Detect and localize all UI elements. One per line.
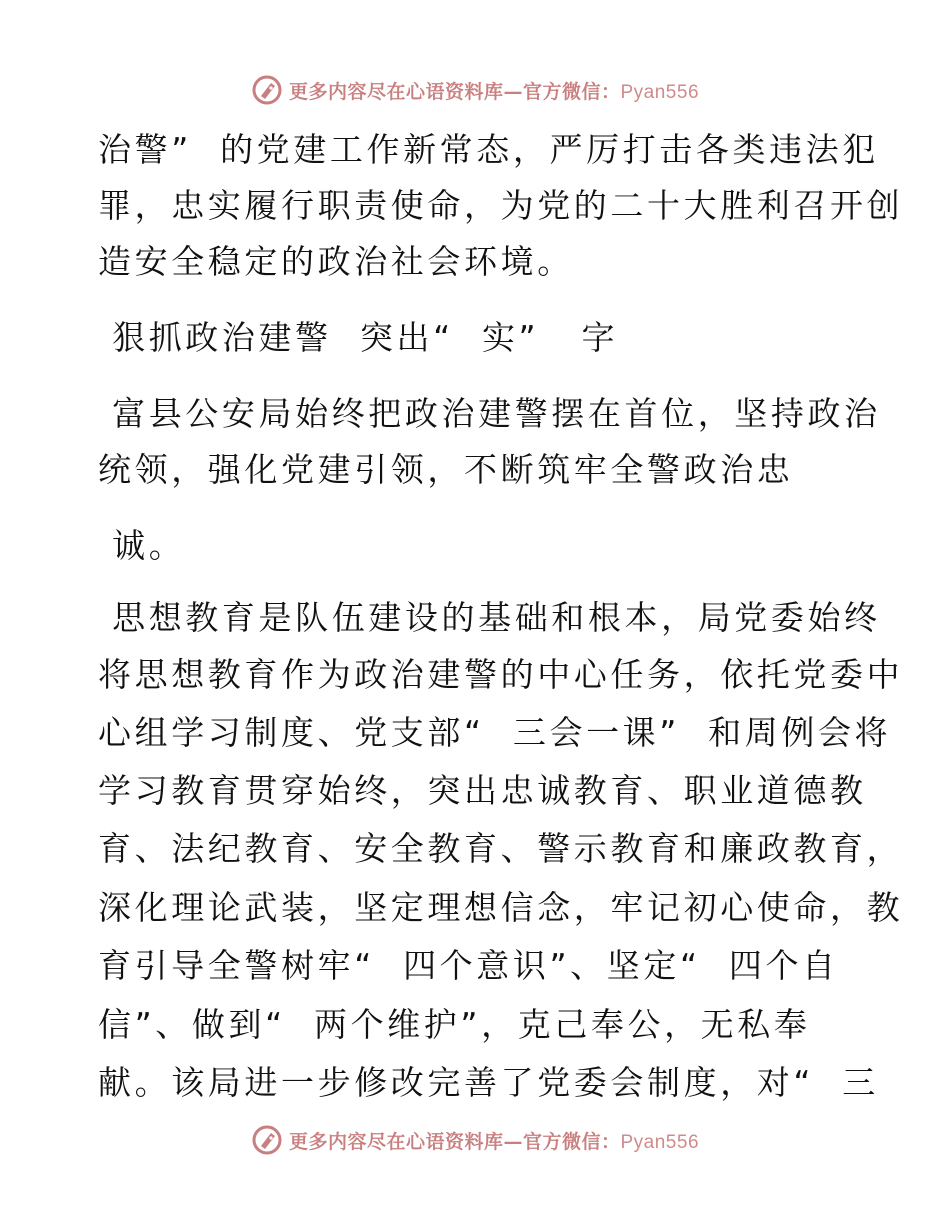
header-brand: 更多内容尽在心语资料库 <box>288 80 504 103</box>
body-line: 深化理论武装，坚定理想信念，牢记初心使命，教 <box>98 888 904 927</box>
body-line: 育、法纪教育、安全教育、警示教育和廉政教育， <box>98 829 904 868</box>
body-line: 造安全稳定的政治社会环境。 <box>98 242 574 281</box>
header-wechat-id: Pyan556 <box>620 81 700 103</box>
footer-dash: — <box>503 1130 523 1153</box>
body-line: 将思想教育作为政治建警的中心任务，依托党委中 <box>98 655 904 694</box>
header-official: 官方微信： <box>522 80 621 103</box>
body-line: 学习教育贯穿始终，突出忠诚教育、职业道德教 <box>98 771 867 810</box>
body-line: 统领，强化党建引领，不断筑牢全警政治忠 <box>98 450 794 489</box>
footer-banner <box>0 1120 950 1160</box>
header-dash: — <box>503 80 523 103</box>
footer-official: 官方微信： <box>522 1130 621 1153</box>
pen-nib-circle-logo-icon <box>251 1124 283 1156</box>
footer-wechat-id: Pyan556 <box>620 1131 700 1153</box>
section-heading: 狠抓政治建警 突出“ 实” 字 <box>98 318 619 357</box>
footer-brand: 更多内容尽在心语资料库 <box>288 1130 504 1153</box>
body-line: 育引导全警树牢“ 四个意识”、坚定“ 四个自 <box>98 946 839 985</box>
body-line: 心组学习制度、党支部“ 三会一课” 和周例会将 <box>98 713 892 752</box>
body-line: 诚。 <box>98 526 186 565</box>
body-line: 治警” 的党建工作新常态，严厉打击各类违法犯 <box>98 130 879 169</box>
body-line: 富县公安局始终把政治建警摆在首位，坚持政治 <box>98 394 881 433</box>
body-line: 信”、做到“ 两个维护”，克己奉公，无私奉 <box>98 1005 811 1044</box>
body-line: 献。该局进一步修改完善了党委会制度，对“ 三 <box>98 1063 879 1102</box>
body-line: 思想教育是队伍建设的基础和根本，局党委始终 <box>98 598 881 637</box>
body-line: 罪，忠实履行职责使命，为党的二十大胜利召开创 <box>98 186 904 225</box>
footer-banner-text <box>289 1127 699 1154</box>
